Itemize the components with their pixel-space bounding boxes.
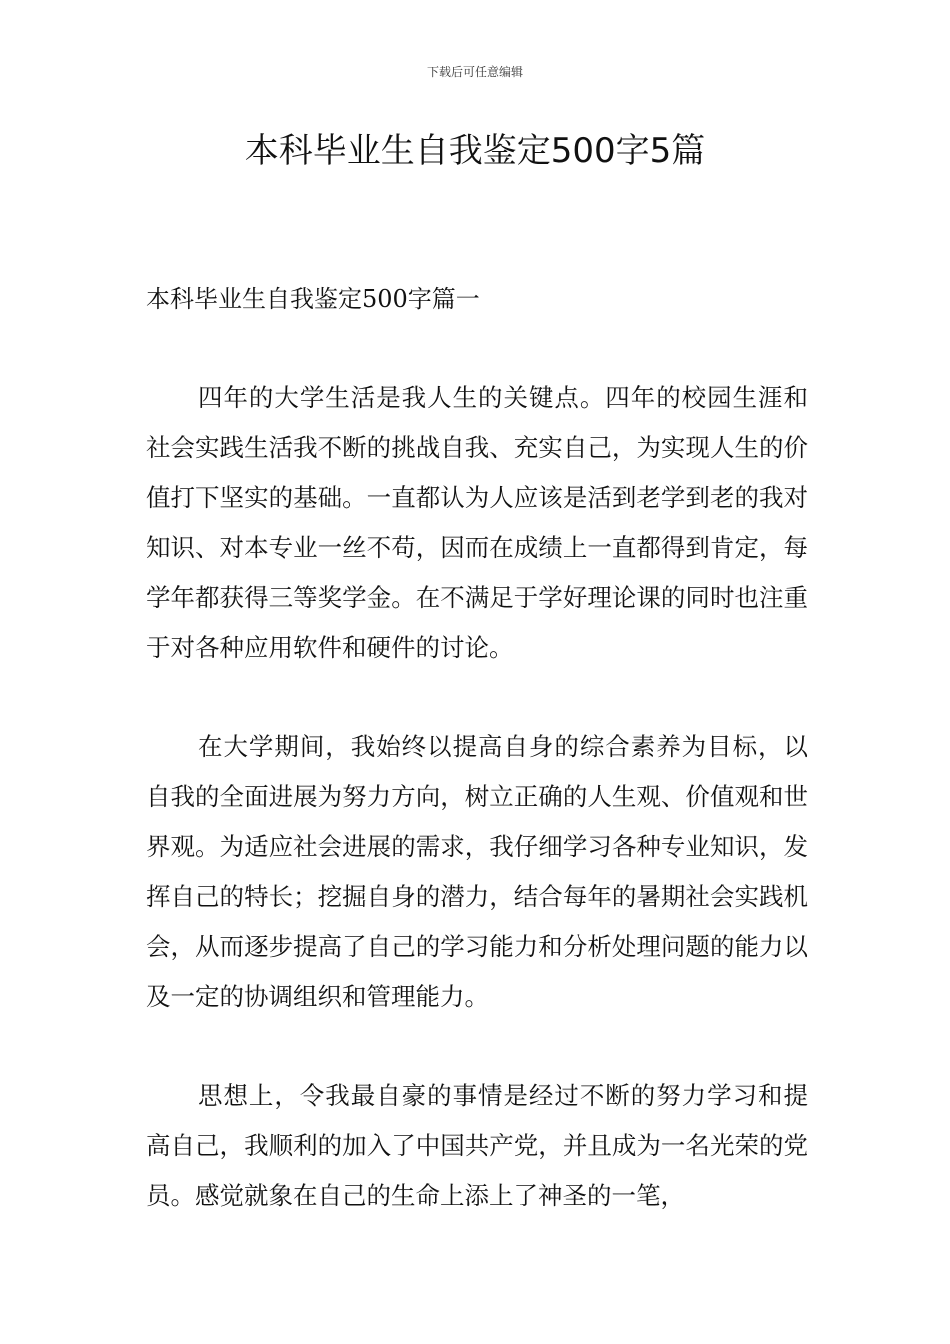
section-heading: 本科毕业生自我鉴定500字篇一 bbox=[146, 285, 480, 313]
body-paragraph-3: 思想上，令我最自豪的事情是经过不断的努力学习和提高自己，我顺利的加入了中国共产党，并且成为一名光荣的党员。感觉就象在自己的生命上添上了神圣的一笔， bbox=[146, 1081, 808, 1210]
body-paragraph-2: 在大学期间，我始终以提高自身的综合素养为目标，以自我的全面进展为努力方向，树立正确的人生观、价值观和世界观。为适应社会进展的需求，我仔细学习各种专业知识，发挥自己的特长；挖掘自身的潜力，结合每年的暑期社会实践机会，从而逐步提高了自己的学习能力和分析处理问题的能力以及一定的协调组织和管理能力。 bbox=[146, 732, 808, 1011]
body-paragraph-1: 四年的大学生活是我人生的关键点。四年的校园生涯和社会实践生活我不断的挑战自我、充实自己，为实现人生的价值打下坚实的基础。一直都认为人应该是活到老学到老的我对知识、对本专业一丝不苟，因而在成绩上一直都得到肯定，每学年都获得三等奖学金。在不满足于学好理论课的同时也注重于对各种应用软件和硬件的讨论。 bbox=[146, 383, 808, 662]
header-watermark: 下载后可任意编辑 bbox=[426, 65, 523, 79]
document-title: 本科毕业生自我鉴定500字5篇 bbox=[244, 131, 706, 171]
